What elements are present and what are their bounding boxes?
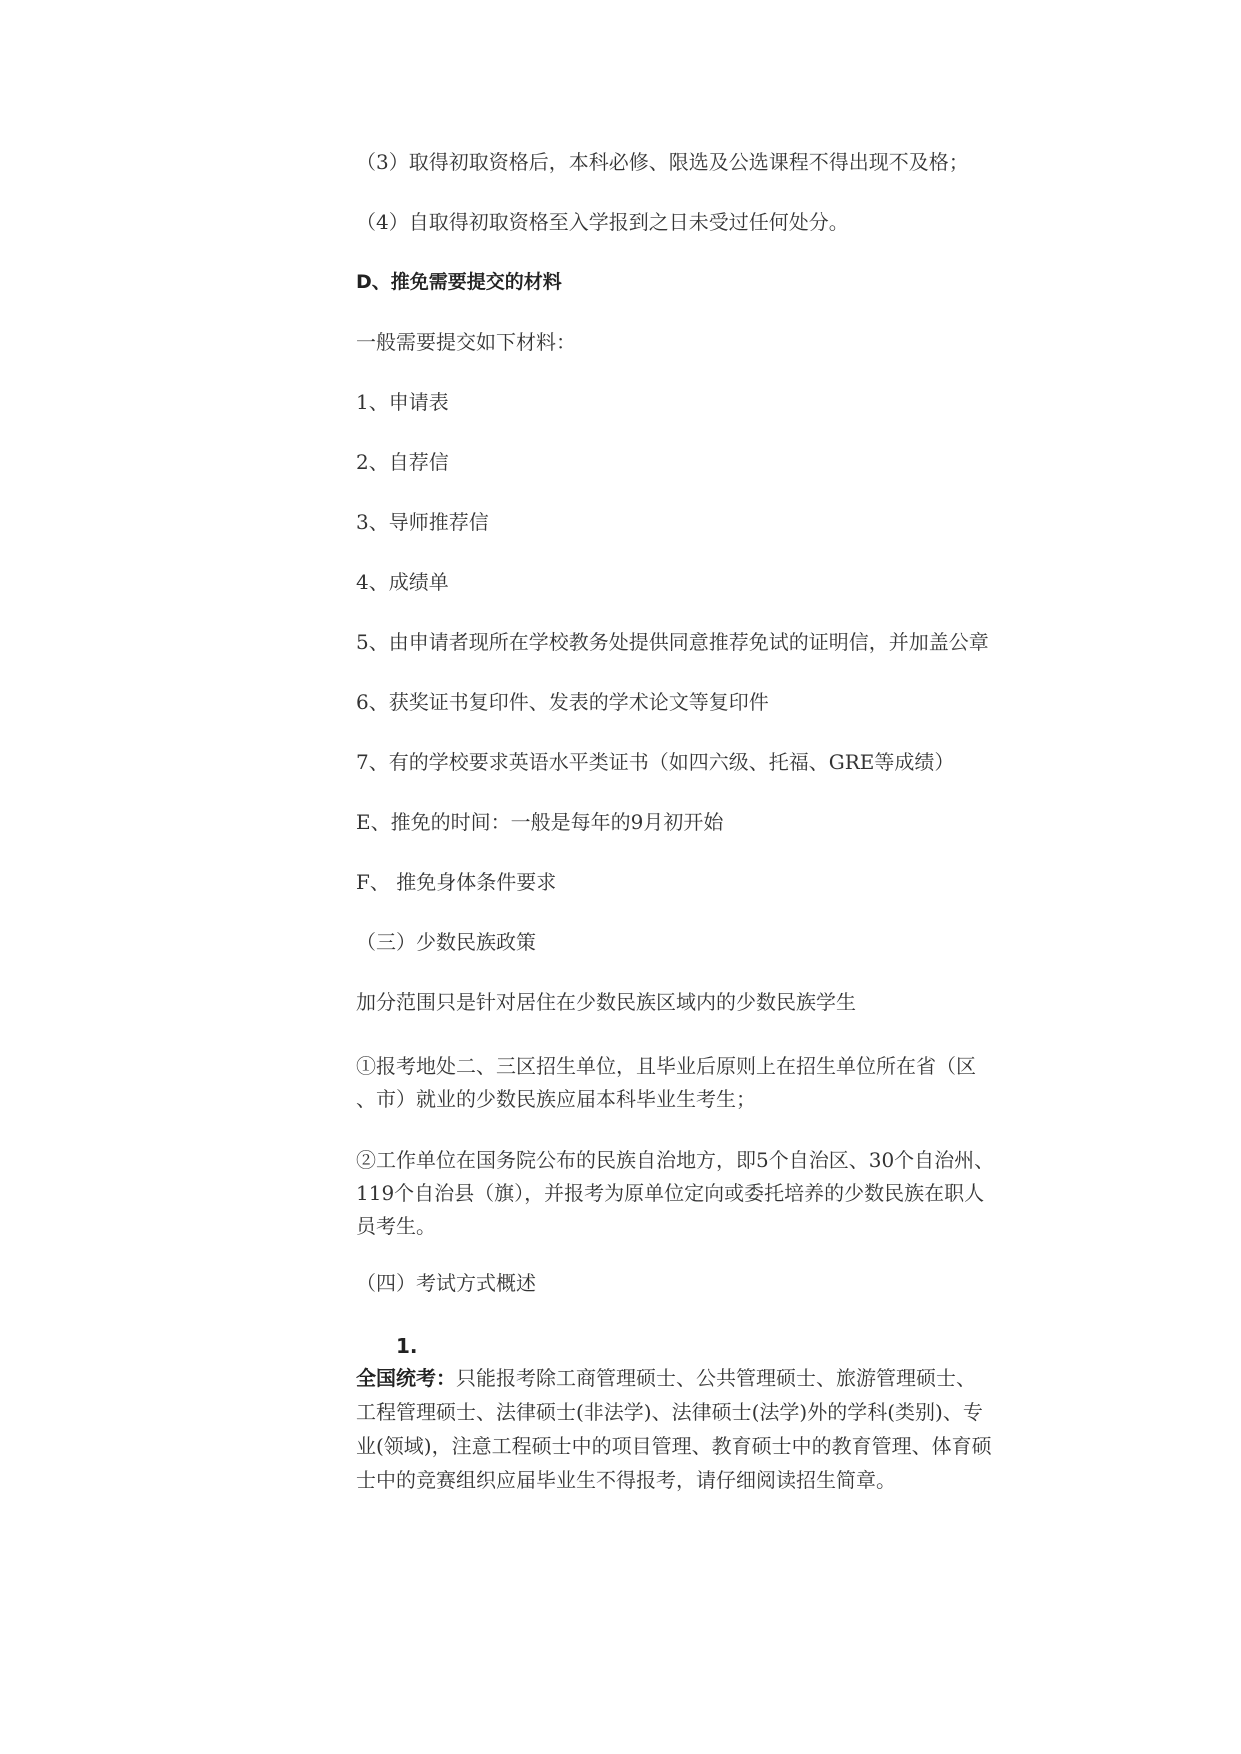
bold-lead: 全国统考： [356,1366,456,1390]
list-item: 3、导师推荐信 [356,510,489,534]
paragraph: E、推免的时间：一般是每年的9月初开始 [356,810,724,834]
list-item: 4、成绩单 [356,570,449,594]
section-heading: （三）少数民族政策 [356,930,536,954]
list-item: 2、自荐信 [356,450,449,474]
paragraph-condition-2 [356,1144,1056,1243]
paragraph: 加分范围只是针对居住在少数民族区域内的少数民族学生 [356,990,856,1014]
list-item: 7、有的学校要求英语水平类证书（如四六级、托福、GRE等成绩） [356,750,955,774]
section-heading: D、推免需要提交的材料 [356,271,562,293]
paragraph-exam [356,1361,1056,1497]
text-line [356,1361,1056,1395]
text-line: ①报考地处二、三区招生单位，且毕业后原则上在招生单位所在省（区 [356,1054,976,1078]
text-span: 只能报考除工商管理硕士、公共管理硕士、旅游管理硕士、 [456,1366,976,1390]
section-heading: （四）考试方式概述 [356,1271,536,1295]
paragraph: （4）自取得初取资格至入学报到之日未受过任何处分。 [356,210,849,234]
paragraph: 一般需要提交如下材料： [356,330,576,354]
list-item: 6、获奖证书复印件、发表的学术论文等复印件 [356,690,769,714]
text-line: ②工作单位在国务院公布的民族自治地方，即5个自治区、30个自治州、 [356,1148,995,1172]
text-line: 员考生。 [356,1214,436,1238]
paragraph: F、 推免身体条件要求 [356,870,557,894]
list-item: 5、由申请者现所在学校教务处提供同意推荐免试的证明信，并加盖公章 [356,630,989,654]
text-line: 业(领域)，注意工程硕士中的项目管理、教育硕士中的教育管理、体育硕 [356,1434,992,1458]
paragraph: （3）取得初取资格后，本科必修、限选及公选课程不得出现不及格； [356,150,969,174]
list-item: 1、申请表 [356,390,449,414]
text-line: 工程管理硕士、法律硕士(非法学)、法律硕士(法学)外的学科(类别)、专 [356,1400,983,1424]
text-line: 士中的竞赛组织应届毕业生不得报考，请仔细阅读招生简章。 [356,1468,896,1492]
text-line: 119个自治县（旗），并报考为原单位定向或委托培养的少数民族在职人 [356,1181,985,1205]
text-line: 、市）就业的少数民族应届本科毕业生考生； [356,1087,756,1111]
paragraph-condition-1 [356,1050,1056,1116]
list-number: 1. [396,1334,418,1358]
document-body [356,150,1056,1497]
